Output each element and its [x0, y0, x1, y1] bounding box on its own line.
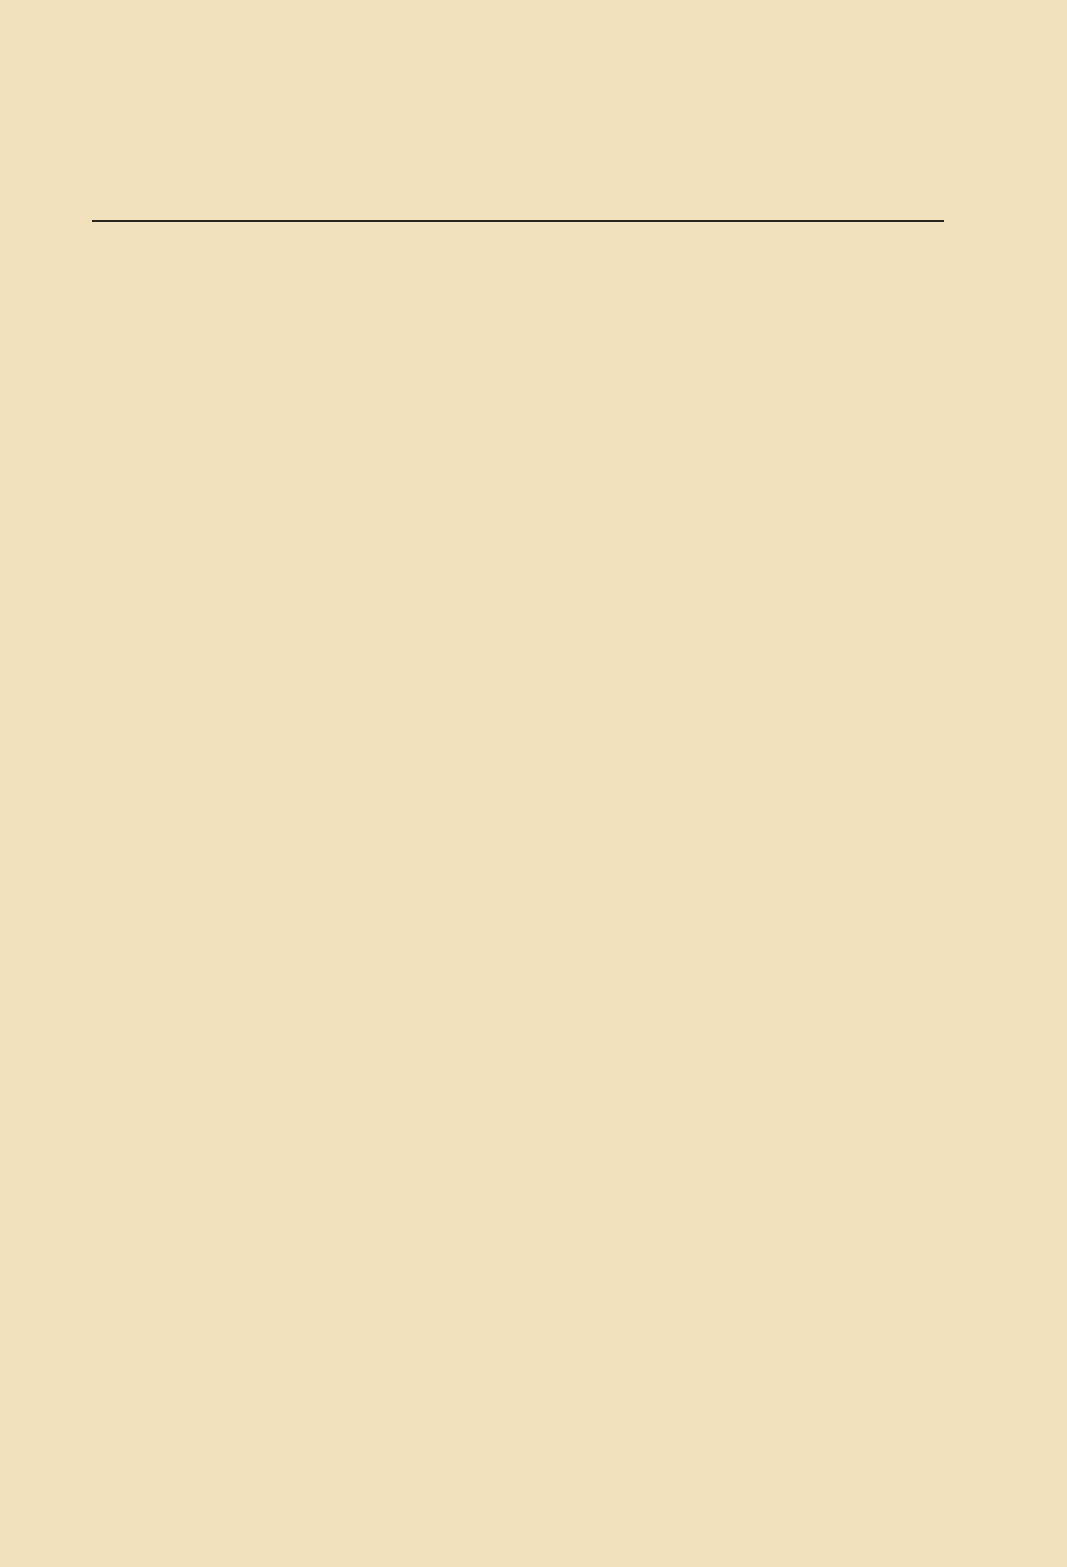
header-rule	[92, 220, 944, 222]
